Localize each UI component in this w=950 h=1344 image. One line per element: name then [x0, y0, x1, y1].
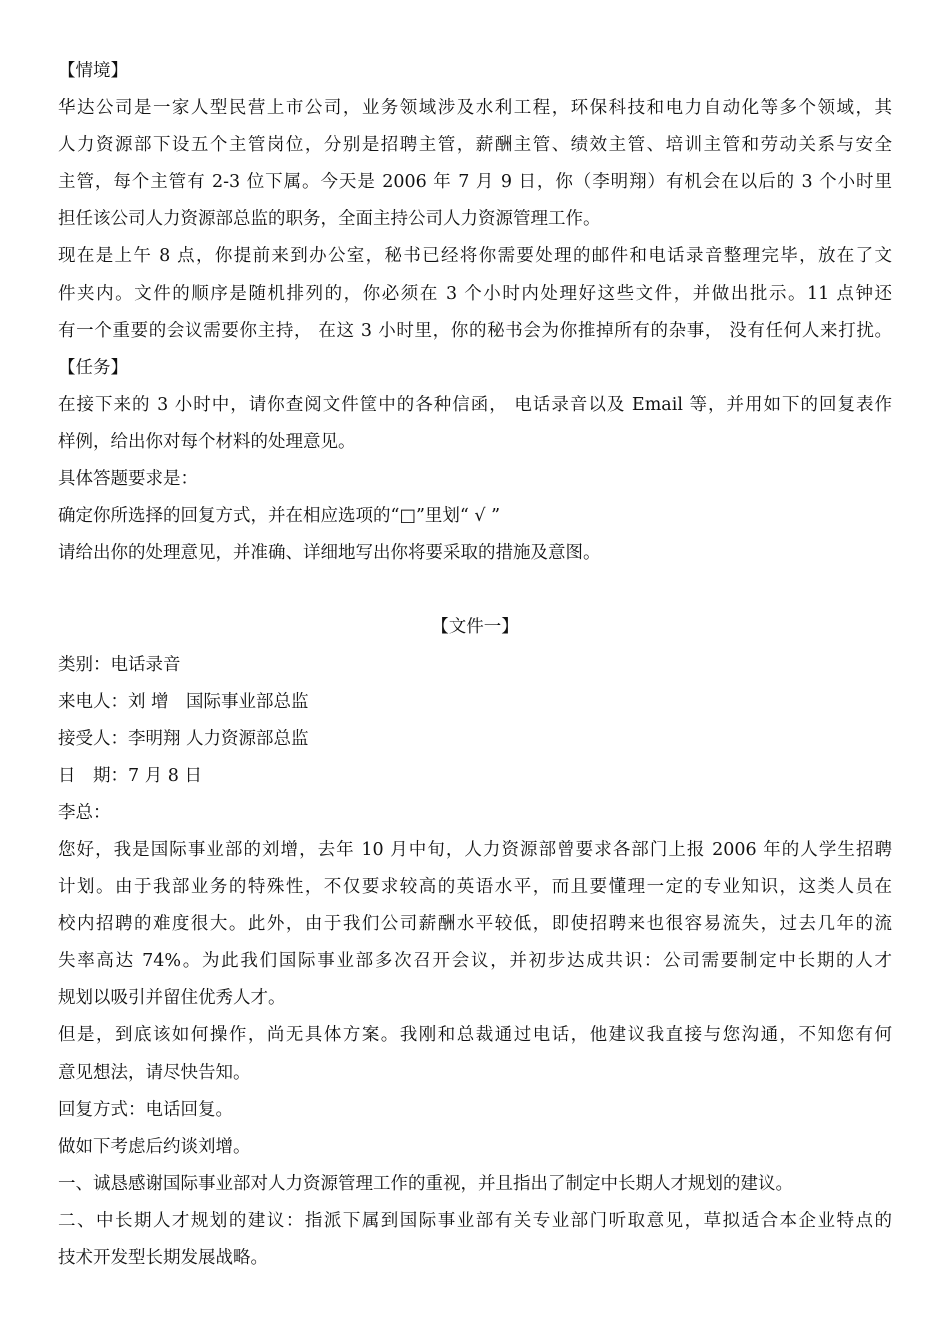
file1-body-line: 失率高达 74%。为此我们国际事业部多次召开会议，并初步达成共识：公司需要制定中长期的人才 — [58, 951, 892, 972]
task-para-line: 样例，给出你对每个材料的处理意见。 — [58, 431, 356, 452]
file1-salutation: 李总： — [58, 802, 111, 823]
file1-date: 日 期：7 月 8 日 — [58, 765, 202, 786]
file1-body-line: 意见想法，请尽快告知。 — [58, 1062, 251, 1083]
file1-caller: 来电人：刘 增 国际事业部总监 — [58, 691, 309, 712]
scenario-para1-line: 华达公司是一家人型民营上市公司，业务领域涉及水利工程，环保科技和电力自动化等多个领域，其 — [58, 98, 892, 119]
file1-category: 类别：电话录音 — [58, 654, 181, 675]
document-page — [58, 56, 892, 1280]
file1-heading: 【文件一】 — [431, 617, 519, 638]
file1-reply-method: 回复方式：电话回复。 — [58, 1099, 233, 1120]
file1-body-line: 但是，到底该如何操作，尚无具体方案。我刚和总裁通过电话，他建议我直接与您沟通，不知您有何 — [58, 1025, 892, 1046]
file1-point-1: 一、诚恳感谢国际事业部对人力资源管理工作的重视，并且指出了制定中长期人才规划的建议。 — [58, 1173, 793, 1194]
requirement-item: 确定你所选择的回复方式，并在相应选项的“□”里划“ √ ” — [58, 506, 501, 527]
file1-receiver: 接受人：李明翔 人力资源部总监 — [58, 728, 309, 749]
file1-body-line: 校内招聘的难度很大。此外，由于我们公司薪酬水平较低，即使招聘来也很容易流失，过去几年的流 — [58, 914, 892, 935]
file1-plan-intro: 做如下考虑后约谈刘增。 — [58, 1136, 251, 1157]
scenario-para2-line: 件夹内。文件的顺序是随机排列的，你必须在 3 个小时内处理好这些文件，并做出批示。11 点钟还 — [58, 283, 892, 304]
file1-point-2-line: 二、中长期人才规划的建议：指派下属到国际事业部有关专业部门听取意见，草拟适合本企业特点的 — [58, 1210, 892, 1231]
file1-body-line: 您好，我是国际事业部的刘增，去年 10 月中旬，人力资源部曾要求各部门上报 2006 年的人学生招聘 — [58, 839, 892, 860]
scenario-para1-line: 担任该公司人力资源部总监的职务，全面主持公司人力资源管理工作。 — [58, 209, 601, 230]
scenario-para1-line: 主管，每个主管有 2-3 位下属。今天是 2006 年 7 月 9 日，你（李明翔）有机会在以后的 3 个小时里 — [58, 172, 892, 193]
file1-body-line: 计划。由于我部业务的特殊性，不仅要求较高的英语水平，而且要懂理一定的专业知识，这类人员在 — [58, 877, 892, 898]
task-para-line: 在接下来的 3 小时中，请你查阅文件筐中的各种信函， 电话录音以及 Email 等，并用如下的回复表作 — [58, 394, 892, 415]
scenario-heading: 【情境】 — [58, 61, 128, 81]
scenario-para2-line: 现在是上午 8 点，你提前来到办公室，秘书已经将你需要处理的邮件和电话录音整理完毕，放在了文 — [58, 246, 892, 267]
scenario-para2-line: 有一个重要的会议需要你主持， 在这 3 小时里，你的秘书会为你推掉所有的杂事， 没有任何人来打扰。 — [58, 320, 892, 341]
requirement-item: 请给出你的处理意见，并准确、详细地写出你将要采取的措施及意图。 — [58, 543, 601, 564]
file1-point-2-line: 技术开发型长期发展战略。 — [58, 1248, 268, 1268]
section-spacer — [58, 575, 892, 612]
scenario-para1-line: 人力资源部下设五个主管岗位，分别是招聘主管，薪酬主管、绩效主管、培训主管和劳动关系与安全 — [58, 135, 892, 156]
file1-body-line: 规划以吸引并留住优秀人才。 — [58, 988, 286, 1009]
requirements-title: 具体答题要求是： — [58, 469, 198, 490]
task-heading: 【任务】 — [58, 357, 128, 378]
